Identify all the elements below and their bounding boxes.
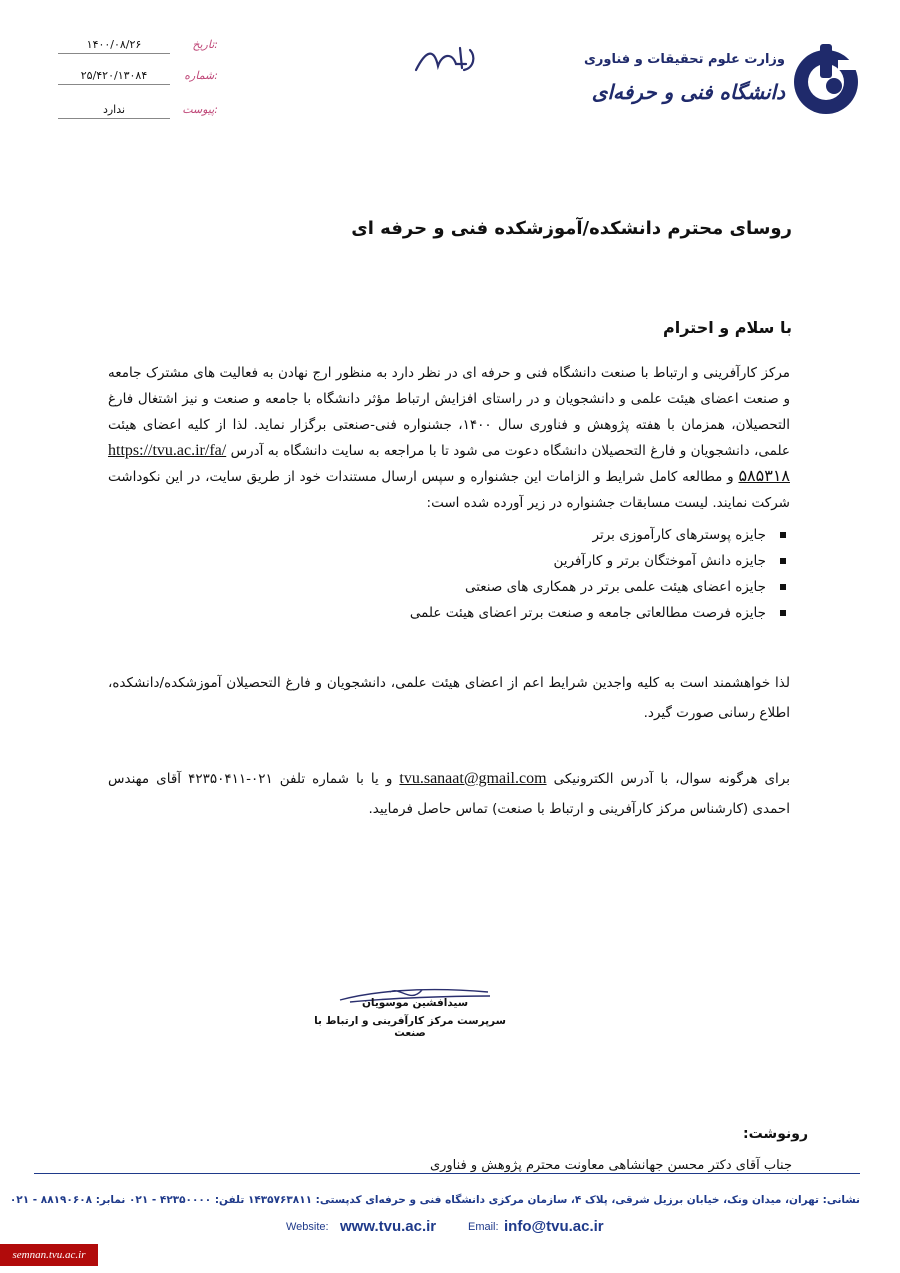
cc-label: رونوشت: xyxy=(743,1126,808,1142)
number-label: شماره: xyxy=(184,69,218,82)
number-field xyxy=(58,69,218,87)
cc-item: جناب آقای دکتر محسن جهانشاهی معاونت محترم پژوهش و فناوری xyxy=(429,1158,792,1173)
recipient-heading: روسای محترم دانشکده/آموزشکده فنی و حرفه ای xyxy=(351,218,792,239)
list-item xyxy=(272,522,792,548)
attachment-underline xyxy=(58,118,170,119)
contact-email-link[interactable]: tvu.sanaat@gmail.com xyxy=(399,770,547,787)
footer-address: نشانی: تهران، میدان ونک، خیابان برزیل شرقی، پلاک ۴، سازمان مرکزی دانشگاه فنی و حرفه‌ای کدپستی: ۱۴۳۵۷۶۳۸۱۱ تلفن: ۴۲۳۵۰۰۰۰ - ۰۲۱ نمابر: ۸۸۱۹۰۶۰۸ - ۰۲۱ xyxy=(9,1194,860,1206)
contact-paragraph xyxy=(108,764,790,824)
list-item-label: جایزه اعضای هیئت علمی برتر در همکاری های صنعتی xyxy=(464,579,766,595)
contact-text-1: برای هرگونه سوال، با آدرس الکترونیکی xyxy=(553,771,790,787)
festival-url-link[interactable]: https://tvu.ac.ir/fa/۵۸۵۳۱۸ xyxy=(108,442,790,485)
invocation-calligraphy xyxy=(400,40,490,80)
bullet-square-icon xyxy=(780,610,786,616)
main-paragraph-text-2: و مطالعه کامل شرایط و الزامات این جشنواره و سپس ارسال مستندات خود از طریق سایت، در این نکوداشت شرکت نمایند. لیست مسابقات جشنواره در زیر آورده شده است: xyxy=(108,469,790,511)
email-label: Email: xyxy=(468,1221,499,1233)
attachment-value: ندارد xyxy=(102,103,126,116)
attachment-label: پیوست: xyxy=(182,103,218,116)
website-label: Website: xyxy=(286,1221,329,1233)
date-field xyxy=(58,38,218,56)
competition-list xyxy=(272,522,792,626)
list-item-label: جایزه فرصت مطالعاتی جامعه و صنعت برتر اعضای هیئت علمی xyxy=(409,605,766,621)
main-paragraph xyxy=(108,360,790,516)
ministry-name: وزارت علوم تحقیقات و فناوری xyxy=(583,52,785,67)
signer-title: سرپرست مرکز کارآفرینی و ارتباط با صنعت xyxy=(314,1015,506,1039)
list-item xyxy=(272,548,792,574)
site-badge[interactable]: semnan.tvu.ac.ir xyxy=(0,1244,98,1266)
invocation-mark xyxy=(400,40,490,80)
list-item-label: جایزه دانش آموختگان برتر و کارآفرین xyxy=(553,553,766,569)
main-paragraph-text-1: مرکز کارآفرینی و ارتباط با صنعت دانشگاه فنی و حرفه ای در نظر دارد به منظور ارج نهادن به فعالیت های مشترک جامعه و صنعت اعضای هیئت علمی و دانشجویان و در راستای افزایش ارتباط مؤثر دانشگاه با جامعه و صنعت و نیز اشتغال فارغ التحصیلان، همزمان با هفته پژوهش و فناوری سال ۱۴۰۰، جشنواره فنی-صنعتی برگزار نماید. لذا از کلیه اعضای هیئت علمی، دانشجویان و فارغ التحصیلان دانشگاه دعوت می شود تا با مراجعه به سایت دانشگاه به آدرس xyxy=(108,365,791,459)
number-value: ۲۵/۴۲۰/۱۳۰۸۴ xyxy=(80,69,148,82)
list-item xyxy=(272,574,792,600)
list-item-label: جایزه پوسترهای کارآموزی برتر xyxy=(592,527,766,543)
list-item xyxy=(272,600,792,626)
attachment-field xyxy=(58,103,218,121)
university-name: دانشگاه فنی و حرفه‌ای xyxy=(591,80,785,104)
date-label: تاریخ: xyxy=(192,38,218,51)
signer-name: سیدافشین موسویان xyxy=(361,997,469,1009)
website-link[interactable]: www.tvu.ac.ir xyxy=(340,1218,437,1235)
footer-email-link[interactable]: info@tvu.ac.ir xyxy=(504,1218,604,1235)
date-value: ۱۴۰۰/۰۸/۲۶ xyxy=(86,38,142,51)
bullet-square-icon xyxy=(780,584,786,590)
bullet-square-icon xyxy=(780,532,786,538)
greeting: با سلام و احترام xyxy=(663,318,792,337)
contact-text-2: و یا با شماره تلفن ۰۲۱-۴۲۳۵۰۴۱۱ آقای مهندس احمدی (کارشناس مرکز کارآفرینی و ارتباط با صنعت) تماس حاصل فرمایید. xyxy=(108,771,790,817)
footer-divider xyxy=(34,1173,860,1174)
bullet-square-icon xyxy=(780,558,786,564)
request-paragraph: لذا خواهشمند است به کلیه واجدین شرایط اعم از اعضای هیئت علمی، دانشجویان و فارغ التحصیلان آموزشکده/دانشکده، اطلاع رسانی صورت گیرد. xyxy=(108,675,790,721)
date-underline xyxy=(58,53,170,54)
university-logo xyxy=(790,40,862,118)
tvu-logo-icon xyxy=(790,40,862,118)
number-underline xyxy=(58,84,170,85)
